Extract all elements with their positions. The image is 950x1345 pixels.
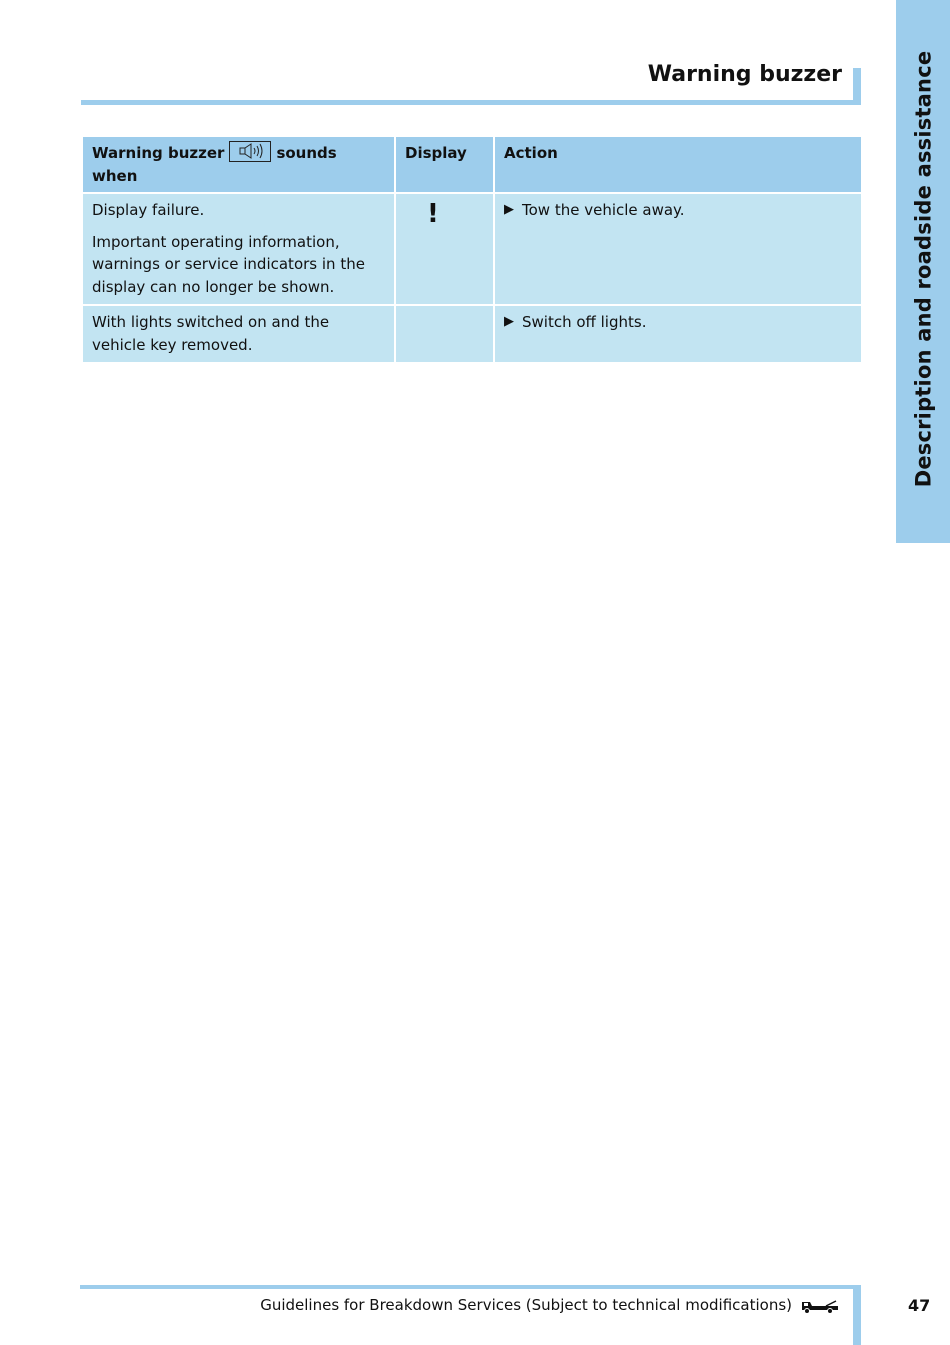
warning-buzzer-table bbox=[81, 135, 863, 364]
display-cell bbox=[395, 305, 494, 363]
action-text: Switch off lights. bbox=[522, 313, 647, 331]
action-cell bbox=[494, 193, 862, 305]
condition-text: Important operating information, warnings or service indicators in the display can no longer be shown. bbox=[92, 232, 365, 296]
condition-text: With lights switched on and the vehicle key removed. bbox=[92, 313, 330, 354]
header-condition bbox=[82, 136, 395, 193]
footer-rule bbox=[80, 1285, 861, 1289]
page-number: 47 bbox=[908, 1296, 931, 1315]
footer-text: Guidelines for Breakdown Services (Subject to technical modifications) bbox=[260, 1296, 792, 1314]
header-condition-label: Warning buzzer bbox=[92, 144, 225, 162]
condition-cell bbox=[82, 305, 395, 363]
condition-text: Display failure. bbox=[92, 201, 205, 219]
condition-cell bbox=[82, 193, 395, 305]
triangle-bullet-icon: ▶ bbox=[504, 314, 514, 329]
table-row bbox=[82, 305, 862, 363]
footer-rule-bar bbox=[853, 1285, 861, 1345]
warning-exclamation-icon: ! bbox=[427, 199, 439, 229]
display-cell bbox=[395, 193, 494, 305]
speaker-icon bbox=[229, 141, 271, 162]
title-rule bbox=[81, 100, 861, 105]
triangle-bullet-icon: ▶ bbox=[504, 202, 514, 217]
title-rule-bar bbox=[853, 68, 861, 105]
header-action: Action bbox=[494, 136, 862, 193]
header-display: Display bbox=[395, 136, 494, 193]
header-condition-suffix: sounds when bbox=[92, 144, 337, 185]
action-text: Tow the vehicle away. bbox=[522, 201, 685, 219]
tow-truck-icon bbox=[800, 1298, 840, 1314]
action-cell bbox=[494, 305, 862, 363]
page-title: Warning buzzer bbox=[647, 62, 842, 87]
side-tab-label: Description and roadside assistance bbox=[911, 50, 935, 487]
side-tab-label-wrap bbox=[896, 0, 950, 543]
table-row bbox=[82, 193, 862, 305]
table-header-row bbox=[82, 136, 862, 193]
